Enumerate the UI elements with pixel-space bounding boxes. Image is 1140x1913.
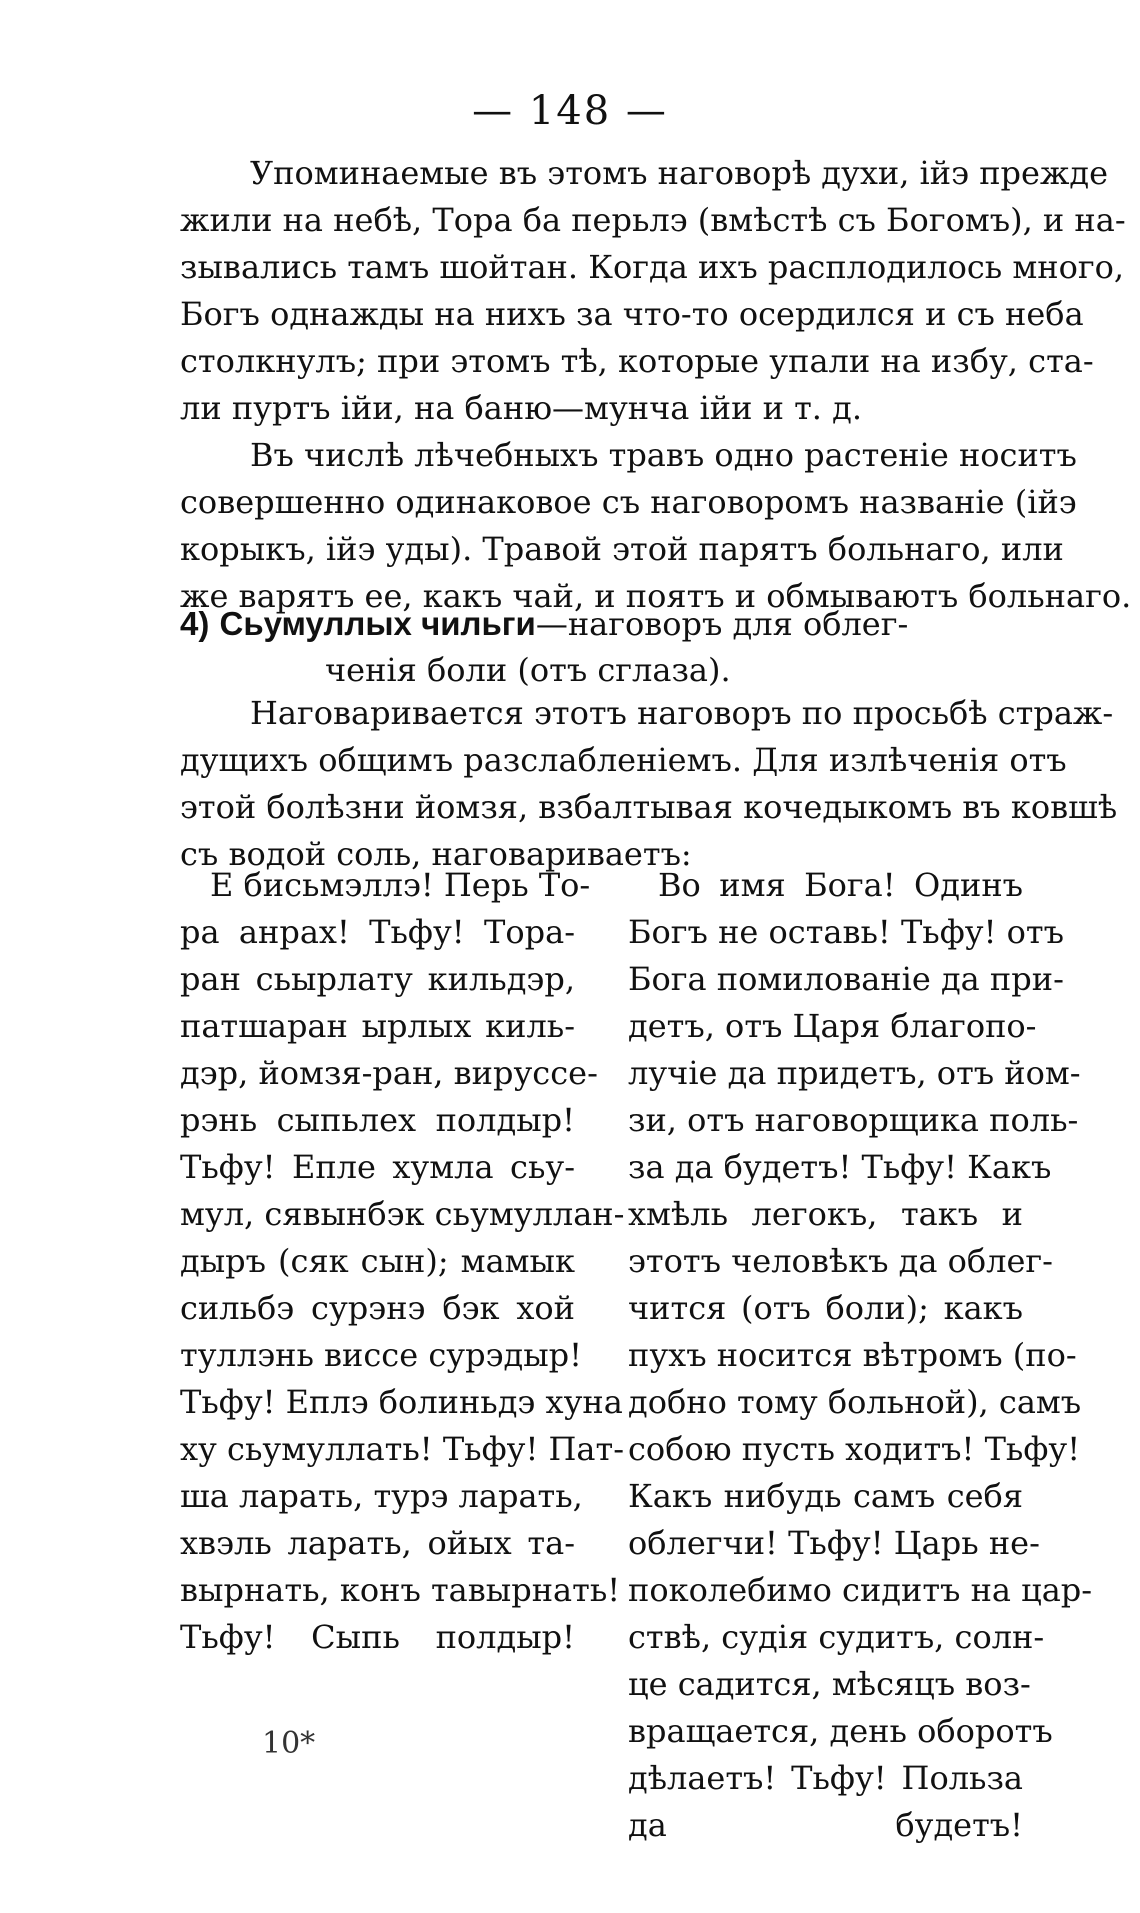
- verse-line: дэр, йомзя-ран, вирусcе-: [180, 1054, 598, 1092]
- verse-line: ствѣ, судiя судитъ, солн-: [628, 1618, 1045, 1656]
- text-line: съ водой соль, наговариваетъ:: [180, 835, 692, 873]
- verse-line: це садится, мѣсяцъ воз-: [628, 1665, 1031, 1703]
- verse-line: патшаран ырлых киль-: [180, 1007, 575, 1045]
- verse-line: Во имя Бога! Одинъ: [658, 866, 1023, 904]
- text-line: совершенно одинаковое съ наговоромъ названiе (iйэ: [180, 483, 1077, 521]
- text-line: дущихъ общимъ разслабленiемъ. Для излѣченiя отъ: [180, 741, 1067, 779]
- verse-line: дѣлаетъ! Тьфу! Польза: [628, 1759, 1023, 1797]
- intro-paragraph: [180, 690, 1118, 878]
- heading-line: [180, 600, 1015, 647]
- verse-line: ран сьырлату кильдэр,: [180, 960, 575, 998]
- verse-line: ша ларать, турэ ларать,: [180, 1477, 583, 1515]
- section-number: 4): [180, 605, 210, 642]
- verse-line: хвэль ларать, ойых та-: [180, 1524, 575, 1562]
- verse-line: пухъ носится вѣтромъ (по-: [628, 1336, 1077, 1374]
- section-title: Сьумуллых чильги: [219, 605, 536, 642]
- verse-line: дыръ (сяк сын); мамык: [180, 1242, 575, 1280]
- verse-line: собою пусть ходитъ! Тьфу!: [628, 1430, 1081, 1468]
- text-line: ли пуртъ iйи, на баню—мунча iйи и т. д.: [180, 389, 862, 427]
- verse-line: вращается, день оборотъ: [628, 1712, 1053, 1750]
- verse-line: ху сьумуллать! Тьфу! Пат-: [180, 1430, 624, 1468]
- verse-line: этотъ человѣкъ да облег-: [628, 1242, 1053, 1280]
- text-line: столкнулъ; при этомъ тѣ, которые упали на избу, ста-: [180, 342, 1094, 380]
- heading-line-2: ченiя боли (отъ сглаза).: [325, 651, 731, 689]
- footnote-1: [180, 150, 1126, 432]
- text-line: жили на небѣ, Тора ба перьлэ (вмѣстѣ съ Богомъ), и на-: [180, 201, 1126, 239]
- verse-line: туллэнь висcе сурэдыр!: [180, 1336, 582, 1374]
- verse-line: чится (отъ боли); какъ: [628, 1289, 1023, 1327]
- verse-line: мул, сявынбэк сьумуллан-: [180, 1195, 625, 1233]
- text-line: Въ числѣ лѣчебныхъ травъ одно растенiе носитъ: [250, 436, 1077, 474]
- russian-translation-column: [628, 862, 1093, 1849]
- verse-line: зи, отъ наговорщика поль-: [628, 1101, 1079, 1139]
- text-line: зывались тамъ шойтан. Когда ихъ расплодилось много,: [180, 248, 1125, 286]
- text-line: этой болѣзни йомзя, взбалтывая кочедыкомъ въ ковшѣ: [180, 788, 1118, 826]
- verse-line: сильбэ сурэнэ бэк хой: [180, 1289, 575, 1327]
- text-line: корыкъ, iйэ уды). Травой этой парятъ больнаго, или: [180, 530, 1064, 568]
- verse-line: да будетъ!: [628, 1806, 1023, 1844]
- verse-line: облегчи! Тьфу! Царь не-: [628, 1524, 1040, 1562]
- verse-line: Какъ нибудь самъ себя: [628, 1477, 1023, 1515]
- section-title-rest: —наговоръ для облег-: [535, 605, 909, 643]
- verse-line: за да будетъ! Тьфу! Какъ: [628, 1148, 1052, 1186]
- verse-line: детъ, отъ Царя благопо-: [628, 1007, 1037, 1045]
- text-line: Упоминаемые въ этомъ наговорѣ духи, iйэ прежде: [250, 154, 1109, 192]
- verse-line: добно тому больной), самъ: [628, 1383, 1082, 1421]
- footnote-2: [180, 432, 1132, 620]
- verse-line: Бога помилованiе да при-: [628, 960, 1064, 998]
- verse-line: Тьфу! Еплэ болиньдэ хуна: [180, 1383, 623, 1421]
- chuvash-text-column: [180, 862, 625, 1661]
- verse-line: Тьфу! Сыпь полдыр!: [180, 1618, 575, 1656]
- signature-mark: 10*: [262, 1726, 316, 1761]
- section-heading: [180, 600, 1015, 694]
- text-line: же варятъ ее, какъ чай, и поятъ и обмываютъ больнаго.: [180, 577, 1132, 615]
- verse-line: Е бисьмэллэ! Перь То-: [210, 866, 591, 904]
- verse-line: Тьфу! Епле хумла сьу-: [180, 1148, 575, 1186]
- page-number: — 148 —: [472, 88, 668, 134]
- text-line: Богъ однажды на нихъ за что-то осердился и съ неба: [180, 295, 1084, 333]
- verse-line: ра анрах! Тьфу! Тора-: [180, 913, 575, 951]
- verse-line: поколебимо сидитъ на цар-: [628, 1571, 1093, 1609]
- verse-line: Богъ не оставь! Тьфу! отъ: [628, 913, 1064, 951]
- verse-line: вырнать, конъ тавырнать!: [180, 1571, 621, 1609]
- text-line: Наговаривается этотъ наговоръ по просьбѣ страж-: [250, 694, 1114, 732]
- verse-line: рэнь сыпьлех полдыр!: [180, 1101, 575, 1139]
- verse-line: лучiе да придетъ, отъ йом-: [628, 1054, 1081, 1092]
- verse-line: хмѣль легокъ, такъ и: [628, 1195, 1023, 1233]
